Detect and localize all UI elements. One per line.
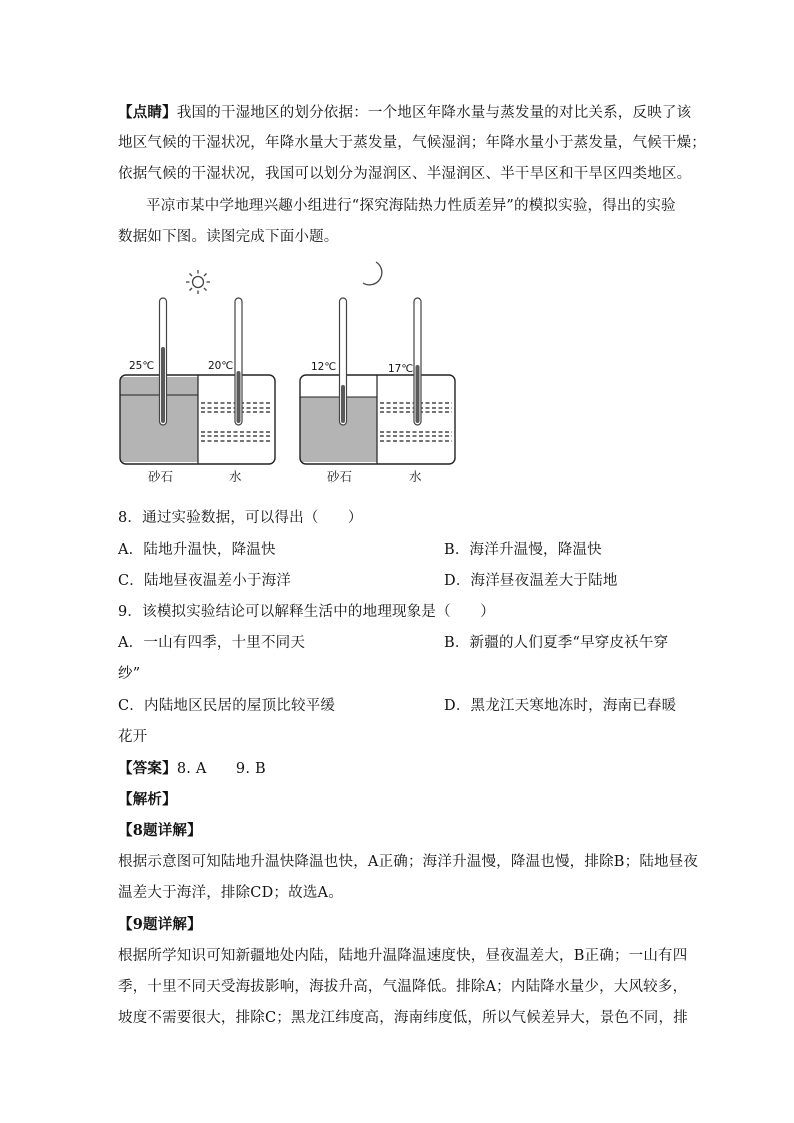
detail8-line-1: 根据示意图可知陆地升温快降温也快，A正确；海洋升温慢，降温也慢，排除B；陆地昼夜 (118, 854, 699, 870)
q9-option-d-line2: 花开 (118, 729, 148, 745)
answer-label: 【答案】 (118, 760, 177, 777)
q8-stem: 8．通过实验数据，可以得出（ ） (118, 510, 363, 526)
q8-option-b: B．海洋升温慢，降温快 (444, 542, 602, 558)
night-sand-temp: 12℃ (311, 361, 337, 373)
day-sand-label: 砂石 (148, 469, 174, 484)
dianjing-label: 【点睛】 (118, 104, 177, 121)
intro-line-1: 平凉市某中学地理兴趣小组进行“探究海陆热力性质差异”的模拟实验，得出的实验 (146, 198, 676, 214)
answer-line (118, 759, 266, 779)
dianjing-line-2: 地区气候的干湿状况，年降水量大于蒸发量，气候湿润；年降水量小于蒸发量，气候干燥； (118, 135, 706, 151)
q9-option-c: C．内陆地区民居的屋顶比较平缓 (118, 698, 336, 714)
day-water-label: 水 (229, 469, 242, 484)
analysis-label: 【解析】 (118, 791, 177, 808)
experiment-figure (118, 255, 463, 490)
day-water-temp: 20℃ (208, 360, 234, 372)
q9-option-a: A．一山有四季，十里不同天 (118, 635, 306, 651)
q9-stem: 9．该模拟实验结论可以解释生活中的地理现象是（ ） (118, 604, 495, 620)
detail9-line-3: 坡度不需要很大，排除C；黑龙江纬度高，海南纬度低，所以气候差异大，景色不同，排 (118, 1010, 688, 1026)
q9-option-b-line1: B．新疆的人们夏季“早穿皮袄午穿 (444, 635, 669, 651)
night-container (300, 375, 455, 464)
q8-option-d: D．海洋昼夜温差大于陆地 (444, 573, 618, 589)
detail8-line-2: 温差大于海洋，排除CD；故选A。 (118, 885, 343, 901)
night-water-label: 水 (409, 469, 422, 484)
day-sand-thermometer (160, 298, 167, 425)
detail9-label: 【9题详解】 (118, 916, 202, 933)
day-sand-temp: 25℃ (129, 360, 155, 372)
sun-icon (186, 270, 210, 294)
answer-text: 8. A 9. B (176, 761, 266, 777)
detail9-line-1: 根据所学知识可知新疆地处内陆，陆地升温降温速度快，昼夜温差大，B正确；一山有四 (118, 948, 688, 964)
q9-option-b-line2: 纱” (118, 666, 141, 682)
dianjing-line-1: 【点睛】我国的干湿地区的划分依据：一个地区年降水量与蒸发量的对比关系，反映了该 (118, 104, 692, 121)
dianjing-line-3: 依据气候的干湿状况，我国可以划分为湿润区、半湿润区、半干旱区和干旱区四类地区。 (118, 166, 692, 182)
day-container (120, 375, 275, 464)
night-water-thermometer (414, 298, 421, 425)
night-sand-thermometer (340, 298, 347, 425)
detail8-label: 【8题详解】 (118, 822, 202, 839)
detail9-line-2: 季，十里不同天受海拔影响，海拔升高，气温降低。排除A；内陆降水量少，大风较多， (118, 979, 688, 995)
night-sand-label: 砂石 (327, 469, 353, 484)
moon-icon (363, 262, 382, 285)
q8-option-a: A．陆地升温快，降温快 (118, 542, 276, 558)
q8-option-c: C．陆地昼夜温差小于海洋 (118, 573, 291, 589)
q9-option-d-line1: D．黑龙江天寒地冻时，海南已春暖 (444, 698, 677, 714)
intro-line-2: 数据如下图。读图完成下面小题。 (118, 229, 339, 245)
day-water-thermometer (235, 298, 242, 425)
night-water-temp: 17℃ (388, 363, 414, 375)
